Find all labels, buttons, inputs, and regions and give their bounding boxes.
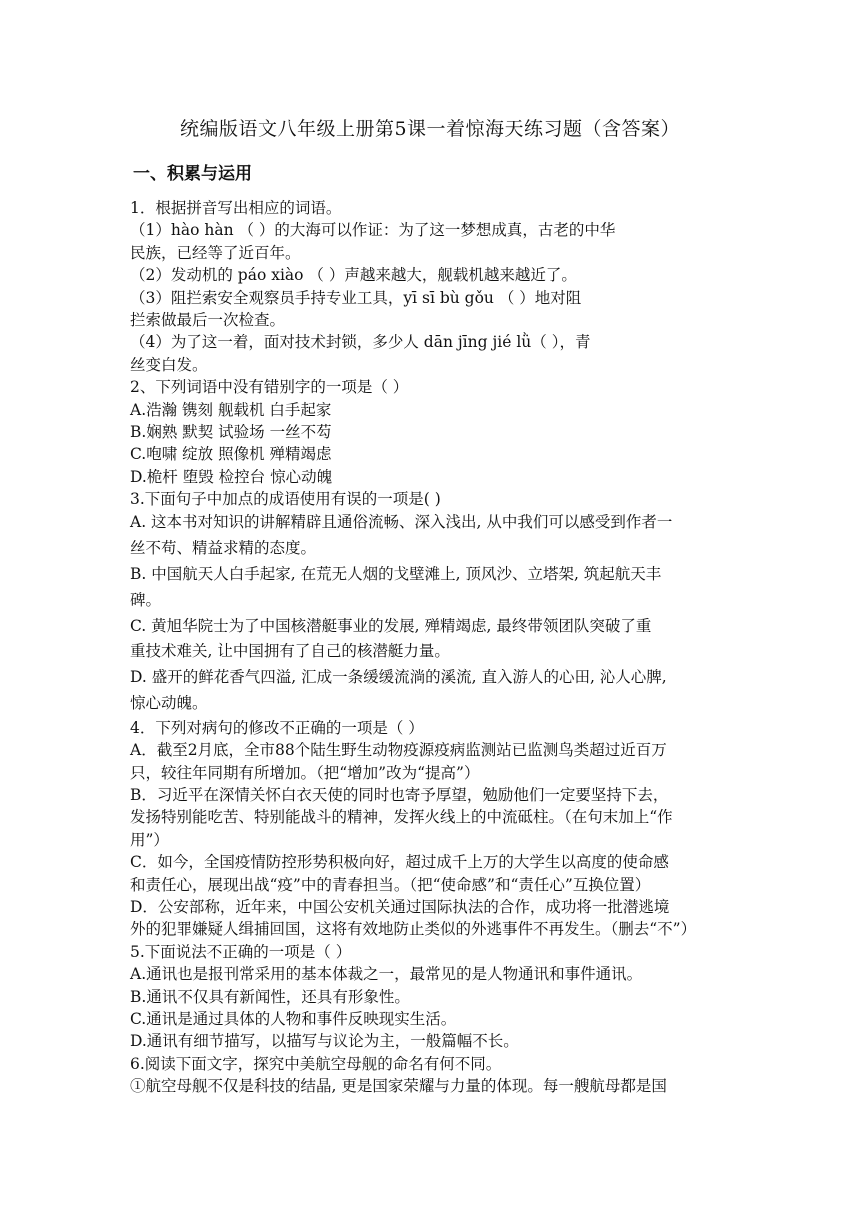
question-1-item-2: （2）发动机的 páo xiào （ ）声越来越大，舰载机越来越近了。 [130, 266, 577, 285]
document-body [130, 197, 730, 1097]
question-3-option-d: D. 盛开的鲜花香气四溢, 汇成一条缓缓流淌的溪流, 直入游人的心田, 沁人心脾, [130, 668, 667, 687]
question-1-item-3-cont: 拦索做最后一次检查。 [130, 310, 286, 329]
question-4-option-a-cont: 只，较往年同期有所增加。（把“增加”改为“提高”） [130, 763, 480, 782]
question-3-option-d-cont: 惊心动魄。 [130, 694, 208, 713]
question-4-option-c-cont: 和责任心，展现出战“疫”中的青春担当。（把“使命感”和“责任心”互换位置） [130, 875, 651, 894]
question-3-option-b-cont: 碑。 [130, 590, 162, 609]
question-5-option-b: B.通讯不仅具有新闻性，还具有形象性。 [130, 987, 410, 1006]
question-6-stem: 6.阅读下面文字，探究中美航空母舰的命名有何不同。 [130, 1054, 502, 1073]
question-4-option-b: B．习近平在深情关怀白衣天使的同时也寄予厚望，勉励他们一定要坚持下去， [130, 786, 669, 805]
question-5-option-d: D.通讯有细节描写，以描写与议论为主，一般篇幅不长。 [130, 1032, 519, 1051]
question-2-stem: 2、下列词语中没有错别字的一项是（ ） [130, 378, 409, 397]
question-5-stem: 5.下面说法不正确的一项是（ ） [130, 942, 352, 961]
question-3-option-c: C. 黄旭华院士为了中国核潜艇事业的发展, 殚精竭虑, 最终带领团队突破了重 [130, 616, 652, 635]
question-1-item-3: （3）阻拦索安全观察员手持专业工具，yī sī bù gǒu （ ）地对阻 [130, 288, 582, 307]
question-1-item-4-cont: 丝变白发。 [130, 355, 208, 374]
question-3-option-b: B. 中国航天人白手起家, 在荒无人烟的戈壁滩上, 顶风沙、立塔架, 筑起航天丰 [130, 565, 662, 584]
question-2-option-b: B.娴熟 默契 试验场 一丝不芶 [130, 422, 332, 441]
question-4-option-d: D．公安部称，近年来，中国公安机关通过国际执法的合作，成功将一批潜逃境 [130, 897, 670, 916]
question-4-option-d-cont: 外的犯罪嫌疑人缉捕回国，这将有效地防止类似的外逃事件不再发生。（删去“不”） [130, 920, 697, 939]
question-1-item-4: （4）为了这一着，面对技术封锁，多少人 dān jīng jié lǜ（ ），青 [130, 333, 591, 352]
document-title: 统编版语文八年级上册第5课一着惊海天练习题（含答案） [179, 118, 681, 140]
question-6-passage: ①航空母舰不仅是科技的结晶, 更是国家荣耀与力量的体现。每一艘航母都是国 [130, 1077, 667, 1096]
question-3-option-c-cont: 重技术难关, 让中国拥有了自己的核潜艇力量。 [130, 642, 450, 661]
question-3-option-a: A. 这本书对知识的讲解精辟且通俗流畅、深入浅出, 从中我们可以感受到作者一 [130, 513, 673, 532]
question-2-option-a: A.浩瀚 镌刻 舰载机 白手起家 [130, 400, 332, 419]
question-3-stem: 3.下面句子中加点的成语使用有误的一项是( ) [130, 490, 441, 509]
question-3-option-a-cont: 丝不苟、精益求精的态度。 [130, 539, 317, 558]
question-4-option-b-cont2: 用”） [130, 830, 169, 849]
section-heading: 一、积累与运用 [133, 164, 252, 184]
question-4-option-c: C．如今，全国疫情防控形势积极向好，超过成千上万的大学生以高度的使命感 [130, 853, 669, 872]
question-1-item-1: （1）hào hàn （ ）的大海可以作证：为了这一梦想成真，古老的中华 [130, 221, 616, 240]
question-5-option-a: A.通讯也是报刊常采用的基本体裁之一，最常见的是人物通讯和事件通讯。 [130, 965, 643, 984]
question-2-option-c: C.咆啸 绽放 照像机 殚精竭虑 [130, 445, 332, 464]
question-5-option-c: C.通讯是通过具体的人物和事件反映现实生活。 [130, 1009, 457, 1028]
question-4-stem: 4．下列对病句的修改不正确的一项是（ ） [130, 718, 424, 737]
question-1-stem: 1．根据拼音写出相应的词语。 [130, 199, 342, 217]
question-4-option-a: A．截至2月底，全市88个陆生野生动物疫源疫病监测站已监测鸟类超过近百万 [130, 741, 667, 760]
question-2-option-d: D.桅杆 堕毁 检控台 惊心动魄 [130, 467, 333, 486]
question-1-item-1-cont: 民族，已经等了近百年。 [130, 243, 301, 262]
question-4-option-b-cont: 发扬特别能吃苦、特别能战斗的精神，发挥火线上的中流砥柱。（在句末加上“作 [130, 808, 673, 827]
